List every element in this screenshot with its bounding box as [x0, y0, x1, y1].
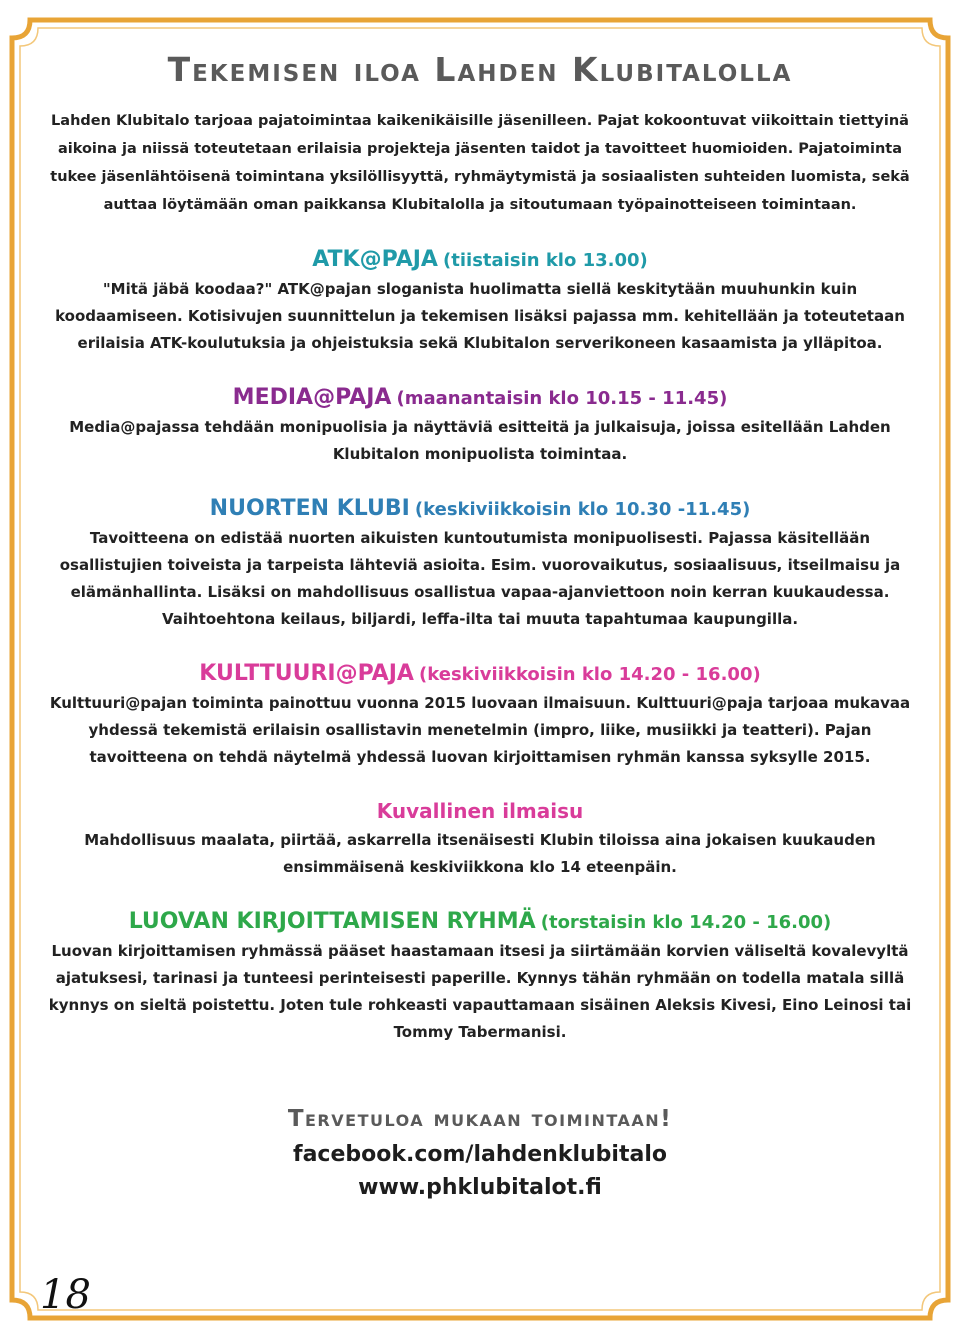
page-content [40, 40, 920, 1200]
facebook-link[interactable]: facebook.com/lahdenklubitalo [293, 1142, 667, 1167]
section-kulttuuri [40, 661, 920, 771]
page-number: 18 [40, 1272, 91, 1318]
section-nuorten-klubi [40, 496, 920, 633]
section-heading: Kuvallinen ilmaisu [376, 799, 584, 823]
section-schedule: (tiistaisin klo 13.00) [443, 250, 648, 271]
section-heading: NUORTEN KLUBI [209, 496, 410, 521]
section-body: Mahdollisuus maalata, piirtää, askarrella itsenäisesti Klubin tiloissa aina jokaisen kuukauden ensimmäisenä keskiviikkona klo 14 eteenpäin. [84, 831, 876, 876]
section-schedule: (maanantaisin klo 10.15 - 11.45) [396, 388, 728, 409]
section-luova [40, 909, 920, 1046]
welcome-text: Tervetuloa mukaan toimintaan! [287, 1106, 673, 1132]
section-body: Luovan kirjoittamisen ryhmässä pääset haastamaan itsesi ja siirtämään korvien väliseltä kovalevyltä ajatuksesi, tarinasi ja tunteesi perinteisesti paperille. Kynnys tähän ryhmään on todella matala sillä kynnys on sieltä poistettu. Joten tule rohkeasti vapauttamaan sisäinen Aleksis Kivesi, Eino Leinosi tai Tommy Tabermanisi. [48, 942, 912, 1041]
section-atk [40, 247, 920, 357]
section-heading: MEDIA@PAJA [232, 385, 392, 410]
section-schedule: (keskiviikkoisin klo 10.30 -11.45) [414, 499, 751, 520]
footer [40, 1106, 920, 1200]
page-title: Tekemisen iloa Lahden Klubitalolla [167, 50, 793, 89]
section-schedule: (torstaisin klo 14.20 - 16.00) [540, 912, 832, 933]
section-body: Media@pajassa tehdään monipuolisia ja näyttäviä esitteitä ja julkaisuja, joissa esitellään Lahden Klubitalon monipuolista toimintaa. [69, 418, 891, 463]
section-heading: ATK@PAJA [312, 247, 438, 272]
section-schedule: (keskiviikkoisin klo 14.20 - 16.00) [419, 664, 761, 685]
section-heading: LUOVAN KIRJOITTAMISEN RYHMÄ [128, 909, 536, 934]
section-heading: KULTTUURI@PAJA [199, 661, 414, 686]
section-media [40, 385, 920, 468]
intro-text: Lahden Klubitalo tarjoaa pajatoimintaa kaikenikäisille jäsenilleen. Pajat kokoontuvat viikoittain tiettyinä aikoina ja niissä toteutetaan erilaisia projekteja jäsenten taidot ja tavoitteet huomioiden. Pajatoiminta tukee jäsenlähtöisenä toimintana yksilöllisyyttä, ryhmäytymistä ja sosiaalisten suhteiden luomista, sekä auttaa löytämään oman paikkansa Klubitalolla ja sitoutumaan työpainotteiseen toimintaan. [50, 113, 910, 213]
section-body: Kulttuuri@pajan toiminta painottuu vuonna 2015 luovaan ilmaisuun. Kulttuuri@paja tarjoaa mukavaa yhdessä tekemistä erilaisin osallistavin menetelmin (impro, liike, musiikki ja teatteri). Pajan tavoitteena on tehdä näytelmä yhdessä luovan kirjoittamisen ryhmän kanssa syksylle 2015. [49, 694, 911, 766]
section-body: Tavoitteena on edistää nuorten aikuisten kuntoutumista monipuolisesti. Pajassa käsitellään osallistujien toiveista ja tarpeista lähteviä asioita. Esim. vuorovaikutus, sosiaalisuus, itseilmaisu ja elämänhallinta. Lisäksi on mahdollisuus osallistua vapaa-ajanviettoon noin kerran kuukaudessa. Vaihtoehtona keilaus, biljardi, leffa-ilta tai muuta tapahtumaa kaupungilla. [59, 529, 901, 628]
section-body: "Mitä jäbä koodaa?" ATK@pajan sloganista huolimatta siellä keskitytään muuhunkin kuin koodaamiseen. Kotisivujen suunnittelun ja tekemisen lisäksi pajassa mm. kehitellään ja toteutetaan erilaisia ATK-koulutuksia ja ohjeistuksia sekä Klubitalon serverikoneen kasaamista ja ylläpitoa. [55, 280, 905, 352]
section-kuvallinen [40, 799, 920, 881]
website-link[interactable]: www.phklubitalot.fi [358, 1175, 602, 1200]
